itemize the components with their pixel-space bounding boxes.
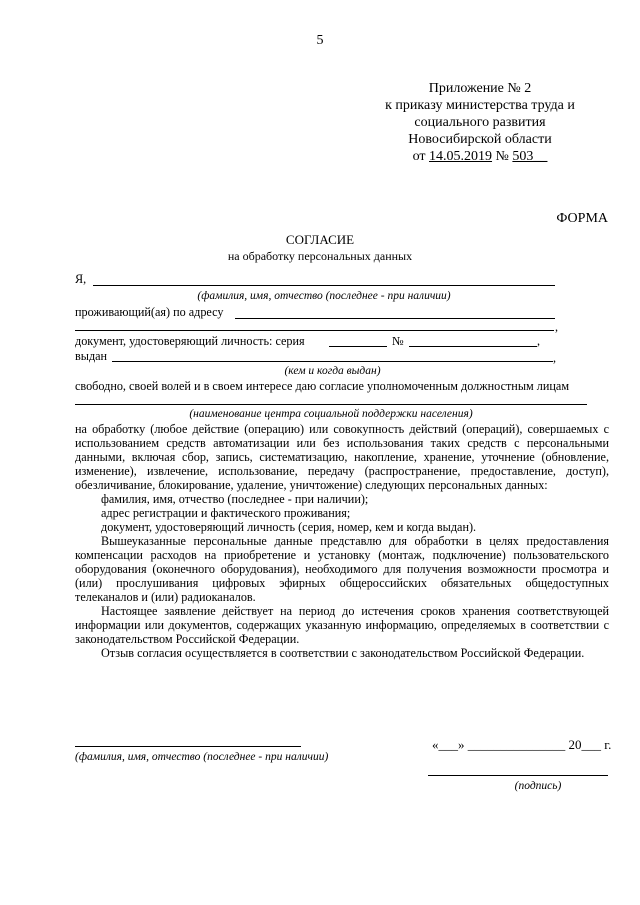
center-input-line[interactable] (75, 404, 587, 405)
data-item-1: фамилия, имя, отчество (последнее - при наличии); (101, 492, 369, 506)
body-paragraph-2: Вышеуказанные персональные данные представлю для обработки в целях предоставления компенсации расходов на приобретение и установку (монтаж, подключение) пользовательского оборудования (оконечного оборудования), необходимого для получения возможности просмотра и (или) прослушивания цифровых эфирных общероссийских обязательных общедоступных телеканалов и (или) радиоканалов. (75, 534, 609, 604)
document-title-block (0, 232, 640, 264)
appendix-block (330, 80, 630, 165)
date-year: 20___ г. (568, 737, 612, 752)
body-paragraph-4: Отзыв согласия осуществляется в соответствии с законодательством Российской Федерации. (101, 646, 585, 660)
fio-input-line[interactable] (93, 285, 555, 286)
issued-hint: (кем и когда выдан) (284, 365, 381, 377)
fio-hint: (фамилия, имя, отчество (последнее - при наличии) (197, 290, 451, 302)
document-title: СОГЛАСИЕ (285, 232, 355, 247)
data-item-2: адрес регистрации и фактического проживания; (101, 506, 351, 520)
appendix-line-1: Приложение № 2 (428, 81, 532, 96)
form-label: ФОРМА (556, 211, 608, 226)
body-paragraph-1: на обработку (любое действие (операцию) или совокупность действий (операций), совершаемых с использованием средств автоматизации или без использования таких средств с персональными данными, включая сбор, запись, систематизацию, накопление, хранение, уточнение (обновление, изменение), извлечение, использование, передачу (распространение, предоставление, доступ), обезличивание, блокирование, удаление, уничтожение) следующих персональных данных: (75, 422, 609, 492)
data-item-3: документ, удостоверяющий личность (серия, номер, кем и когда выдан). (101, 520, 477, 534)
order-number-label: № (492, 149, 513, 164)
issued-label: выдан (75, 349, 108, 363)
document-subtitle: на обработку персональных данных (227, 249, 413, 263)
page-number: 5 (316, 33, 324, 48)
consent-text: свободно, своей волей и в своем интересе даю согласие уполномоченным должностным лицам (75, 379, 570, 393)
signature-input-line[interactable] (428, 775, 608, 776)
id-series-input-line[interactable] (329, 346, 387, 347)
appendix-line-5 (330, 148, 630, 165)
date-day: «___» (432, 737, 465, 752)
signer-fio-input-line[interactable] (75, 746, 301, 747)
issued-input-line[interactable] (112, 361, 553, 362)
signature-date[interactable] (432, 738, 611, 752)
id-doc-label: документ, удостоверяющий личность: серия (75, 334, 305, 348)
date-month-line: _______________ (467, 737, 566, 752)
address-input-line-2[interactable] (75, 330, 554, 331)
appendix-line-4: Новосибирской области (408, 132, 552, 147)
appendix-line-2: к приказу министерства труда и (385, 98, 575, 113)
consent-body (75, 422, 609, 660)
center-hint: (наименование центра социальной поддержки населения) (189, 408, 473, 420)
i-label: Я, (75, 272, 87, 286)
appendix-from-label: от (412, 149, 430, 164)
address-input-line-1[interactable] (235, 318, 555, 319)
address-label: проживающий(ая) по адресу (75, 305, 224, 319)
signature-hint: (подпись) (514, 780, 562, 792)
id-number-input-line[interactable] (409, 346, 537, 347)
signer-fio-hint: (фамилия, имя, отчество (последнее - при наличии) (75, 751, 329, 763)
id-number-label: № (392, 334, 404, 348)
appendix-line-3: социального развития (414, 115, 546, 130)
body-paragraph-3: Настоящее заявление действует на период до истечения сроков хранения соответствующей информации или документов, содержащих указанную информацию, определяемых в соответствии с законодательством Российской Федерации. (75, 604, 609, 646)
order-date: 14.05.2019 (429, 149, 493, 164)
order-number: 503__ (512, 149, 548, 164)
